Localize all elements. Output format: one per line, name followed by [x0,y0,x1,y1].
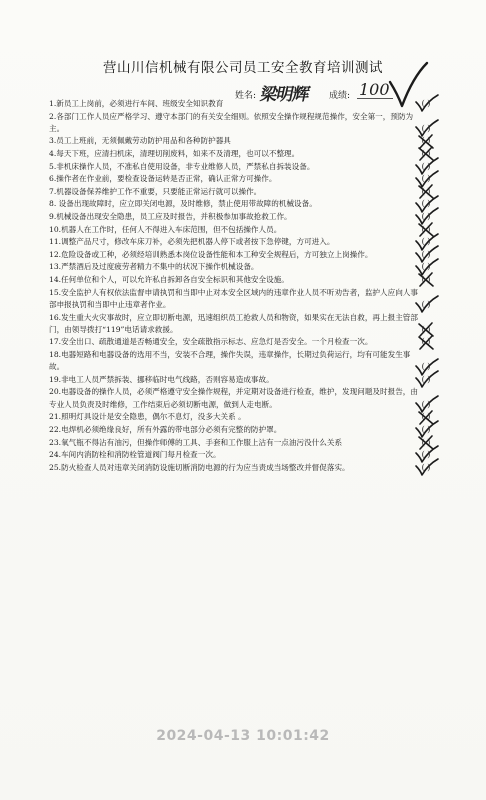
question-text: 3.员工上班前，无须佩戴劳动防护用品和各种防护器具 [49,136,231,146]
question-item [49,211,449,223]
question-item [49,198,449,210]
score-label: 成绩: [329,91,351,101]
answer-parentheses: ( ) [421,399,431,409]
question-text: 21.照明灯具设计是安全隐患，偶尔不息灯，没多大关系 。 [49,412,246,422]
question-list [49,98,449,474]
question-item [49,224,449,236]
answer-parentheses: ( ) [421,424,431,434]
answer-parentheses: ( ) [421,186,431,196]
question-text: 8. 设备出现故障时，应立即关闭电源，及时维修，禁止使用带故障的机械设备。 [49,199,317,209]
question-item [49,424,449,436]
question-item [49,261,449,273]
question-item [49,173,449,185]
answer-parentheses: ( ) [421,450,431,460]
answer-parentheses: ( ) [421,337,431,347]
handwritten-signature: 梁明辉 [258,85,311,105]
question-text: 13.严禁酒后及过度疲劳者精力不集中的状况下操作机械设备。 [49,262,259,272]
question-text: 25.防火检查人员对违章关闭消防设施切断消防电源的行为应当责成当场整改并督促落实。 [49,462,350,472]
answer-parentheses: ( ) [421,99,431,108]
question-text: 5.非机床操作人员，不准私自使用设备，非专业维修人员，严禁私自拆装设备。 [49,161,315,171]
question-text: 23.氧气瓶不得沾有油污，但操作师傅的工具、手套和工作服上沾有一点油污没什么关系 [49,437,343,447]
answer-parentheses: ( ) [421,437,431,447]
question-text: 20.电器设备的操作人员，必须严格遵守安全操作规程，并定期对设备进行检查，维护，发现问题及时报告，由专业人员负责及时维修，工作结束后必须切断电源，做到人走电断。 [49,387,418,409]
check-mark-icon [413,370,439,388]
question-item [49,98,449,110]
cross-mark-icon [413,333,439,351]
question-text: 6.操作者在作业前，要检查设备运转是否正常，确认正常方可操作。 [49,174,277,184]
question-item [49,249,449,261]
answer-parentheses: ( ) [421,462,431,472]
question-item [49,287,449,312]
answer-parentheses: ( ) [421,174,431,184]
question-text: 17.安全出口、疏散通道是否畅通安全，安全疏散指示标志、应急灯是否安全。一个月检查一次。 [49,337,373,347]
question-text: 18.电器短路和电器设备的选用不当，安装不合理，操作失误，违章操作，长期过负荷运行，均有可能发生事故。 [49,349,411,372]
question-item [49,349,449,374]
answer-parentheses: ( ) [421,212,431,222]
timestamp-watermark: 2024-04-13 10:01:42 [156,728,330,744]
question-text: 24.车间内消防栓和消防栓管道阀门每月检查一次。 [49,450,221,460]
answer-parentheses: ( ) [421,412,431,422]
question-item [49,449,449,461]
question-text: 22.电焊机必须绝缘良好，所有外露的带电部分必须有完整的防护罩。 [49,424,282,434]
answer-parentheses: ( ) [421,136,431,146]
answer-parentheses: ( ) [421,149,431,159]
question-item [49,462,449,474]
answer-parentheses: ( ) [421,237,431,247]
question-item [49,161,449,173]
answer-parentheses: ( ) [421,324,431,334]
question-text: 10.机器人在工作时，任何人不得进入车床范围，但不包括操作人员。 [49,224,282,234]
check-mark-icon [413,94,439,112]
question-item [49,236,449,248]
check-mark-icon [413,295,439,313]
question-text: 15.安全监护人有权依法监督申请执罚和当即中止对本安全区域内的违章作业人员不听劝告者，监护人应向人事部申报执罚和当即中止违章者作业。 [49,287,418,309]
question-item [49,111,449,136]
name-label: 姓名: [235,91,257,101]
question-item [49,186,449,198]
answer-parentheses: ( ) [421,299,431,309]
question-text: 4.每天下班，应清扫机床，清理切削废料，如来不及清理，也可以不整理。 [49,149,300,159]
question-item [49,135,449,147]
answer-parentheses: ( ) [421,362,431,372]
question-item [49,312,449,337]
answer-parentheses: ( ) [421,199,431,209]
question-item [49,374,449,386]
question-item [49,386,449,411]
handwritten-score: 100 [359,80,390,99]
answer-parentheses: ( ) [421,374,431,384]
question-text: 1.新员工上岗前，必须进行车间、班级安全知识教育 [49,99,224,108]
page-title: 营山川信机械有限公司员工安全教育培训测试 [103,60,383,76]
question-text: 11.调整产品尺寸，修改车床刀补，必须先把机器人停下或者按下急停键，方可进入。 [49,237,335,247]
answer-parentheses: ( ) [421,275,431,285]
question-text: 12.危险设备或工种，必须经培训熟悉本岗位设备性能和本工种安全规程后，方可独立上岗操作。 [49,249,373,259]
question-item [49,437,449,449]
answer-parentheses: ( ) [421,224,431,234]
question-text: 2.各部门工作人员应严格学习、遵守本部门的有关安全细则。依照安全操作规程规范操作，安全第一，预防为主。 [49,111,414,133]
question-text: 9.机械设备出现安全隐患，员工应及时报告，并积极参加事故抢救工作。 [49,212,292,222]
question-text: 19.非电工人员严禁拆装、挪移临时电气线路，否则容易造成事故。 [49,374,274,384]
cross-mark-icon [413,270,439,288]
question-item [49,274,449,286]
question-text: 7.机器设备保养维护工作不重要，只要能正常运行就可以操作。 [49,186,262,196]
question-item [49,411,449,423]
answer-parentheses: ( ) [421,249,431,259]
question-item [49,336,449,348]
question-item [49,148,449,160]
answer-parentheses: ( ) [421,161,431,171]
question-text: 14.任何单位和个人，可以允许私自拆卸各自安全标识和其他安全设施。 [49,275,289,285]
check-mark-icon [413,458,439,476]
answer-parentheses: ( ) [421,123,431,133]
answer-parentheses: ( ) [421,262,431,272]
question-text: 16.发生重大火灾事故时，应立即切断电源，迅速组织员工抢救人员和物资，如果实在无法自救，再上报主管部门，由领导拨打“119”电话请求救援。 [49,312,418,334]
